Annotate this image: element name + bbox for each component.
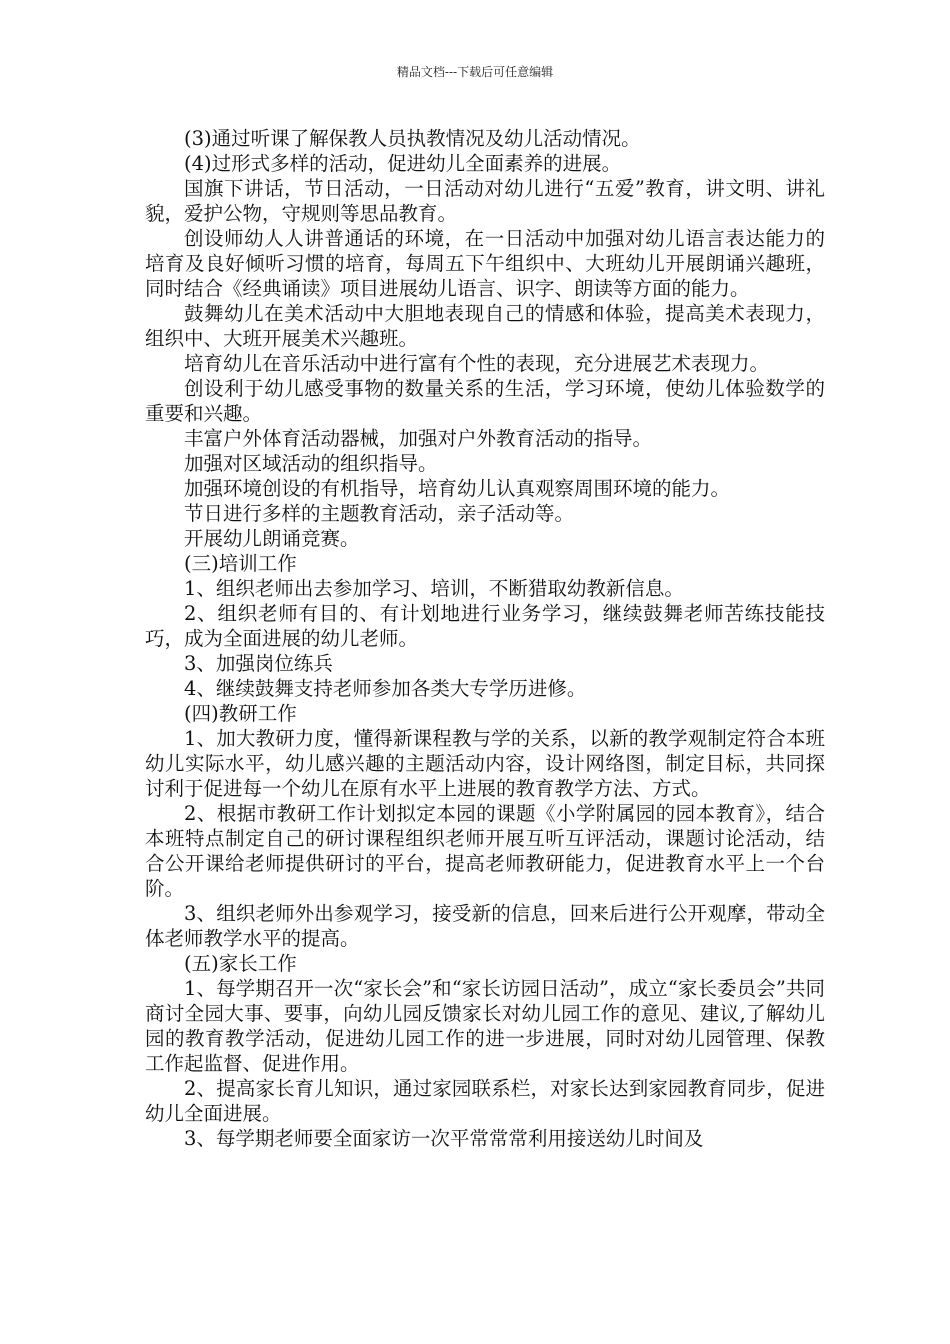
paragraph-17: 4、继续鼓舞支持老师参加各类大专学历进修。 bbox=[184, 677, 587, 700]
paragraph-16: 3、加强岗位练兵 bbox=[184, 652, 333, 675]
paragraph-10: 加强环境创设的有机指导，培育幼儿认真观察周围环境的能力。 bbox=[184, 477, 731, 500]
paragraph-15: 2、组织老师有目的、有计划地进行业务学习，继续鼓舞老师苦练技能技巧，成为全面进展的幼儿老师。 bbox=[145, 602, 825, 650]
paragraph-9: 加强对区域活动的组织指导。 bbox=[184, 452, 438, 475]
paragraph-23: 1、每学期召开一次“家长会”和“家长访园日活动”，成立“家长委员会”共同商讨全园大事、要事，向幼儿园反馈家长对幼儿园工作的意见、建议,了解幼儿园的教育教学活动，促进幼儿园工作的进一步进展，同时对幼儿园管理、保教工作起监督、促进作用。 bbox=[145, 977, 825, 1075]
section-heading-research: (四)教研工作 bbox=[184, 702, 297, 725]
paragraph-14: 1、组织老师出去参加学习、培训，不断猎取幼教新信息。 bbox=[184, 577, 684, 600]
paragraph-25: 3、每学期老师要全面家访一次平常常常利用接送幼儿时间及 bbox=[184, 1127, 704, 1150]
paragraph-12: 开展幼儿朗诵竞赛。 bbox=[184, 527, 360, 550]
paragraph-21: 3、组织老师外出参观学习，接受新的信息，回来后进行公开观摩，带动全体老师教学水平的提高。 bbox=[145, 902, 825, 950]
paragraph-19: 1、加大教研力度，懂得新课程教与学的关系，以新的教学观制定符合本班幼儿实际水平，幼儿感兴趣的主题活动内容，设计网络图，制定目标，共同探讨利于促进每一个幼儿在原有水平上进展的教育教学方法、方式。 bbox=[145, 727, 825, 800]
section-heading-parents: (五)家长工作 bbox=[184, 952, 297, 975]
document-body bbox=[145, 126, 825, 1151]
paragraph-5: 鼓舞幼儿在美术活动中大胆地表现自己的情感和体验，提高美术表现力，组织中、大班开展美术兴趣班。 bbox=[145, 302, 825, 350]
paragraph-6: 培育幼儿在音乐活动中进行富有个性的表现，充分进展艺术表现力。 bbox=[184, 352, 770, 375]
section-heading-training: (三)培训工作 bbox=[184, 552, 297, 575]
paragraph-24: 2、提高家长育儿知识，通过家园联系栏，对家长达到家园教育同步，促进幼儿全面进展。 bbox=[145, 1077, 825, 1125]
page-header: 精品文档---下载后可任意编辑 bbox=[396, 65, 554, 79]
paragraph-7: 创设利于幼儿感受事物的数量关系的生活，学习环境，使幼儿体验数学的重要和兴趣。 bbox=[145, 377, 825, 425]
paragraph-1: (3)通过听课了解保教人员执教情况及幼儿活动情况。 bbox=[184, 127, 641, 150]
paragraph-3: 国旗下讲话，节日活动，一日活动对幼儿进行“五爱”教育，讲文明、讲礼貌，爱护公物，守规则等思品教育。 bbox=[145, 177, 825, 225]
paragraph-4: 创设师幼人人讲普通话的环境，在一日活动中加强对幼儿语言表达能力的培育及良好倾听习惯的培育，每周五下午组织中、大班幼儿开展朗诵兴趣班，同时结合《经典诵读》项目进展幼儿语言、识字、朗读等方面的能力。 bbox=[145, 227, 825, 300]
paragraph-11: 节日进行多样的主题教育活动，亲子活动等。 bbox=[184, 502, 575, 525]
paragraph-20: 2、根据市教研工作计划拟定本园的课题《小学附属园的园本教育》，结合本班特点制定自己的研讨课程组织老师开展互听互评活动，课题讨论活动，结合公开课给老师提供研讨的平台，提高老师教研能力，促进教育水平上一个台阶。 bbox=[145, 802, 825, 900]
paragraph-8: 丰富户外体育活动器械，加强对户外教育活动的指导。 bbox=[184, 427, 653, 450]
paragraph-2: (4)过形式多样的活动，促进幼儿全面素养的进展。 bbox=[184, 152, 622, 175]
